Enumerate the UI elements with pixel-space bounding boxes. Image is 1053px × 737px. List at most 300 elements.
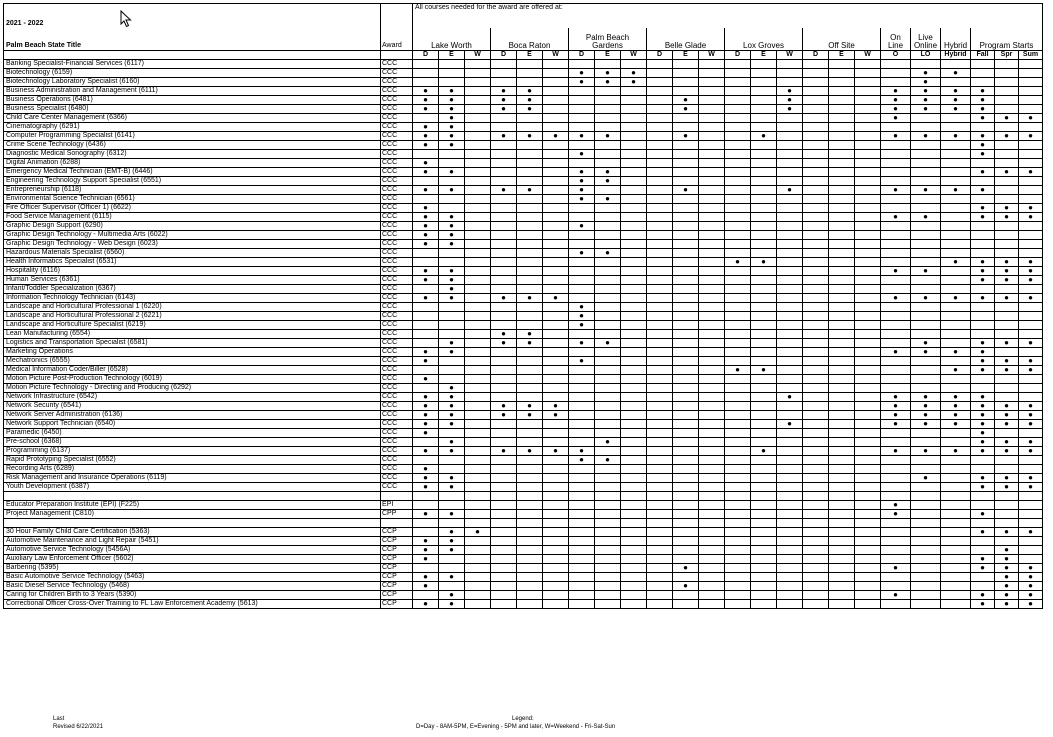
offering-dot-icon: ● [911, 447, 941, 456]
offering-cell [941, 141, 971, 150]
offering-cell [803, 375, 829, 384]
offering-cell [995, 141, 1019, 150]
offering-cell [569, 87, 595, 96]
offering-cell [725, 483, 751, 492]
program-title: Marketing Operations [4, 348, 381, 357]
offering-cell [995, 429, 1019, 438]
offering-cell [673, 429, 699, 438]
offering-cell [829, 339, 855, 348]
offering-cell [725, 456, 751, 465]
offering-cell [911, 465, 941, 474]
offering-cell [1019, 303, 1043, 312]
offering-cell [803, 465, 829, 474]
offering-cell [543, 168, 569, 177]
offering-cell [971, 78, 995, 87]
offering-cell [673, 492, 699, 501]
offering-cell [881, 123, 911, 132]
offering-cell [647, 249, 673, 258]
offering-cell [855, 564, 881, 573]
offering-cell [569, 60, 595, 69]
program-title: Emergency Medical Technician (EMT-B) (6446) [4, 168, 381, 177]
offering-cell [543, 357, 569, 366]
offering-cell [829, 132, 855, 141]
offering-cell [777, 591, 803, 600]
offering-cell [621, 240, 647, 249]
offering-cell [751, 321, 777, 330]
offering-cell [491, 150, 517, 159]
program-row [4, 555, 1043, 564]
offering-cell [621, 141, 647, 150]
offering-dot-icon: ● [413, 402, 439, 411]
offering-cell [595, 420, 621, 429]
subheader-cell: Hybrid [941, 51, 971, 60]
offering-dot-icon: ● [995, 132, 1019, 141]
offering-cell [803, 231, 829, 240]
program-row [4, 114, 1043, 123]
offering-cell [777, 348, 803, 357]
offering-cell [465, 438, 491, 447]
program-row [4, 195, 1043, 204]
offering-cell [725, 222, 751, 231]
offering-cell [829, 492, 855, 501]
offering-cell [777, 168, 803, 177]
offering-cell [699, 204, 725, 213]
offering-dot-icon: ● [569, 186, 595, 195]
offering-cell [699, 114, 725, 123]
offering-cell [881, 438, 911, 447]
offering-cell [517, 240, 543, 249]
offering-dot-icon: ● [413, 159, 439, 168]
offering-cell [413, 528, 439, 537]
offering-cell [751, 105, 777, 114]
offering-cell [413, 492, 439, 501]
offering-cell [699, 177, 725, 186]
location-header-live-online: Live Online [911, 28, 941, 51]
offering-cell [595, 294, 621, 303]
program-title: Educator Preparation Institute (EPI) (F225) [4, 501, 381, 510]
offering-cell [941, 429, 971, 438]
offering-cell [517, 384, 543, 393]
offering-cell [829, 366, 855, 375]
offering-cell [491, 537, 517, 546]
program-row [4, 267, 1043, 276]
footer-last-label: Last [53, 716, 65, 722]
offering-cell [517, 159, 543, 168]
subheader-cell: D [803, 51, 829, 60]
program-title: Barbering (5395) [4, 564, 381, 573]
offering-cell [777, 231, 803, 240]
offering-cell [855, 258, 881, 267]
offering-cell [777, 573, 803, 582]
offering-dot-icon: ● [439, 438, 465, 447]
offering-cell [911, 573, 941, 582]
offering-cell [751, 357, 777, 366]
offering-cell [941, 123, 971, 132]
offering-cell [1019, 465, 1043, 474]
offering-cell [413, 114, 439, 123]
offering-cell [995, 123, 1019, 132]
offering-cell [543, 492, 569, 501]
offering-cell [803, 546, 829, 555]
offering-cell [439, 330, 465, 339]
offering-dot-icon: ● [439, 213, 465, 222]
offering-cell [777, 204, 803, 213]
offering-cell [725, 150, 751, 159]
offering-dot-icon: ● [881, 501, 911, 510]
offering-cell [803, 285, 829, 294]
offering-cell [517, 177, 543, 186]
offering-cell [543, 258, 569, 267]
offering-cell [777, 510, 803, 519]
offering-cell [621, 123, 647, 132]
offering-cell [595, 330, 621, 339]
offering-cell [829, 285, 855, 294]
offering-cell [941, 555, 971, 564]
offering-dot-icon: ● [1019, 438, 1043, 447]
offering-cell [699, 501, 725, 510]
offering-dot-icon: ● [995, 546, 1019, 555]
offering-cell [995, 348, 1019, 357]
offering-cell [803, 564, 829, 573]
offering-cell [569, 123, 595, 132]
offering-cell [647, 348, 673, 357]
offering-dot-icon: ● [569, 447, 595, 456]
offering-dot-icon: ● [971, 429, 995, 438]
offering-cell [543, 420, 569, 429]
offering-cell [971, 492, 995, 501]
offering-cell [569, 240, 595, 249]
offering-cell [751, 249, 777, 258]
offering-cell [803, 384, 829, 393]
offering-dot-icon: ● [439, 591, 465, 600]
offering-cell [595, 564, 621, 573]
offering-cell [1019, 150, 1043, 159]
subheader-cell: D [569, 51, 595, 60]
offering-cell [699, 357, 725, 366]
offering-cell [751, 384, 777, 393]
offering-cell [699, 105, 725, 114]
program-row [4, 69, 1043, 78]
program-row [4, 537, 1043, 546]
offering-cell [673, 177, 699, 186]
offering-cell [1019, 429, 1043, 438]
offering-cell [699, 429, 725, 438]
offering-cell [725, 492, 751, 501]
offering-cell [543, 591, 569, 600]
offering-cell [699, 447, 725, 456]
offering-cell [803, 240, 829, 249]
offering-cell [1019, 348, 1043, 357]
offering-cell [941, 213, 971, 222]
offering-dot-icon: ● [911, 87, 941, 96]
offering-cell [971, 330, 995, 339]
offering-cell [1019, 60, 1043, 69]
offering-cell [803, 456, 829, 465]
offering-cell [647, 537, 673, 546]
offering-cell [829, 456, 855, 465]
offering-cell [465, 564, 491, 573]
offering-cell [725, 564, 751, 573]
offering-cell [803, 474, 829, 483]
offering-cell [941, 222, 971, 231]
offering-cell [569, 276, 595, 285]
offering-dot-icon: ● [971, 339, 995, 348]
offering-cell [543, 474, 569, 483]
offering-cell [673, 366, 699, 375]
offering-cell [777, 159, 803, 168]
offering-cell [491, 60, 517, 69]
offering-cell [465, 123, 491, 132]
offering-dot-icon: ● [881, 114, 911, 123]
offering-cell [647, 96, 673, 105]
program-row [4, 303, 1043, 312]
offering-dot-icon: ● [673, 582, 699, 591]
offering-cell [595, 159, 621, 168]
offering-cell [621, 456, 647, 465]
offering-cell [971, 519, 995, 528]
offering-cell [725, 573, 751, 582]
offering-cell [855, 501, 881, 510]
award-type: CCC [381, 420, 413, 429]
offering-cell [647, 366, 673, 375]
offering-cell [699, 483, 725, 492]
program-row [4, 159, 1043, 168]
offering-cell [413, 339, 439, 348]
offering-cell [751, 501, 777, 510]
program-row [4, 501, 1043, 510]
offering-cell [465, 411, 491, 420]
offering-dot-icon: ● [1019, 204, 1043, 213]
offering-dot-icon: ● [1019, 294, 1043, 303]
offering-cell [725, 294, 751, 303]
program-title: Cinematography (6291) [4, 123, 381, 132]
offering-dot-icon: ● [971, 591, 995, 600]
offering-dot-icon: ● [413, 483, 439, 492]
footer [0, 716, 1053, 736]
offering-cell [803, 591, 829, 600]
offering-cell [517, 222, 543, 231]
offering-cell [1019, 123, 1043, 132]
offering-cell [725, 510, 751, 519]
offering-cell [725, 537, 751, 546]
offering-cell [517, 501, 543, 510]
offering-cell [647, 150, 673, 159]
offering-cell [941, 501, 971, 510]
offering-cell [803, 96, 829, 105]
offering-cell [543, 465, 569, 474]
offering-cell [595, 96, 621, 105]
offering-cell [673, 267, 699, 276]
offering-cell [647, 240, 673, 249]
offering-cell [829, 267, 855, 276]
offering-dot-icon: ● [971, 87, 995, 96]
offering-cell [941, 600, 971, 609]
offering-cell [995, 393, 1019, 402]
offering-cell [803, 492, 829, 501]
program-title: Caring for Children Birth to 3 Years (5390) [4, 591, 381, 600]
offering-dot-icon: ● [621, 69, 647, 78]
offering-cell [1019, 231, 1043, 240]
offering-cell [855, 528, 881, 537]
offering-cell [995, 510, 1019, 519]
offering-cell [517, 438, 543, 447]
offering-cell [517, 285, 543, 294]
offering-cell [855, 240, 881, 249]
offering-dot-icon: ● [621, 78, 647, 87]
program-row [4, 258, 1043, 267]
offering-cell [465, 510, 491, 519]
offering-cell [491, 267, 517, 276]
offering-cell [621, 312, 647, 321]
offering-cell [855, 366, 881, 375]
offering-cell [751, 195, 777, 204]
subheader-cell: E [595, 51, 621, 60]
offering-cell [829, 420, 855, 429]
offering-dot-icon: ● [911, 96, 941, 105]
program-title: Graphic Design Support (6290) [4, 222, 381, 231]
offering-cell [855, 222, 881, 231]
offering-dot-icon: ● [439, 447, 465, 456]
offering-cell [855, 510, 881, 519]
offering-cell [911, 438, 941, 447]
offering-cell [517, 348, 543, 357]
offering-cell [673, 294, 699, 303]
offering-cell [855, 60, 881, 69]
offering-cell [777, 519, 803, 528]
offering-cell [569, 348, 595, 357]
offering-cell [543, 555, 569, 564]
offering-cell [751, 564, 777, 573]
offering-dot-icon: ● [413, 87, 439, 96]
offering-cell [647, 330, 673, 339]
offering-dot-icon: ● [995, 600, 1019, 609]
offering-cell [803, 114, 829, 123]
offering-cell [673, 249, 699, 258]
offering-cell [673, 276, 699, 285]
offering-dot-icon: ● [413, 447, 439, 456]
offering-cell [543, 321, 569, 330]
offering-dot-icon: ● [971, 186, 995, 195]
program-row [4, 528, 1043, 537]
offering-cell [465, 294, 491, 303]
offering-cell [829, 249, 855, 258]
offering-cell [621, 465, 647, 474]
program-row [4, 321, 1043, 330]
offering-cell [673, 240, 699, 249]
offering-cell [971, 60, 995, 69]
offering-cell [621, 564, 647, 573]
offering-dot-icon: ● [569, 195, 595, 204]
offering-cell [621, 492, 647, 501]
offering-cell [621, 582, 647, 591]
offering-cell [803, 222, 829, 231]
offering-cell [777, 267, 803, 276]
offering-cell [699, 249, 725, 258]
offering-cell [439, 357, 465, 366]
offering-cell [941, 582, 971, 591]
offering-dot-icon: ● [413, 411, 439, 420]
offering-cell [517, 141, 543, 150]
offering-cell [439, 78, 465, 87]
offering-dot-icon: ● [751, 447, 777, 456]
offering-cell [777, 78, 803, 87]
offering-cell [595, 384, 621, 393]
offering-cell [543, 204, 569, 213]
award-type: CCC [381, 132, 413, 141]
offering-cell [491, 510, 517, 519]
offering-dot-icon: ● [941, 186, 971, 195]
offering-dot-icon: ● [595, 339, 621, 348]
offering-cell [803, 510, 829, 519]
offering-cell [725, 267, 751, 276]
offering-cell [699, 132, 725, 141]
offering-cell [725, 519, 751, 528]
offering-dot-icon: ● [777, 105, 803, 114]
offering-cell [803, 429, 829, 438]
offering-cell [941, 528, 971, 537]
program-row [4, 564, 1043, 573]
offering-cell [491, 573, 517, 582]
offering-cell [911, 483, 941, 492]
offering-cell [1019, 555, 1043, 564]
offering-cell [941, 573, 971, 582]
offering-cell [777, 303, 803, 312]
offering-cell [855, 384, 881, 393]
offering-cell [803, 78, 829, 87]
offering-cell [855, 294, 881, 303]
offering-cell [569, 285, 595, 294]
program-title: Banking Specialist-Financial Services (6117) [4, 60, 381, 69]
offering-dot-icon: ● [569, 168, 595, 177]
offering-cell [855, 285, 881, 294]
offering-cell [699, 141, 725, 150]
offering-cell [699, 195, 725, 204]
offering-cell [647, 168, 673, 177]
offering-dot-icon: ● [971, 105, 995, 114]
offering-cell [595, 375, 621, 384]
offering-cell [803, 330, 829, 339]
offering-cell [595, 321, 621, 330]
offering-cell [673, 510, 699, 519]
offering-dot-icon: ● [1019, 483, 1043, 492]
offering-cell [803, 132, 829, 141]
offering-cell [1019, 96, 1043, 105]
offering-cell [941, 330, 971, 339]
offering-cell [517, 78, 543, 87]
offering-cell [911, 537, 941, 546]
offering-cell [881, 537, 911, 546]
offering-cell [517, 303, 543, 312]
location-header-lake-worth: Lake Worth [413, 28, 491, 51]
offering-dot-icon: ● [881, 96, 911, 105]
offering-cell [725, 204, 751, 213]
subheader-cell: W [855, 51, 881, 60]
offering-dot-icon: ● [413, 276, 439, 285]
offering-dot-icon: ● [517, 186, 543, 195]
offering-cell [699, 438, 725, 447]
offering-dot-icon: ● [1019, 168, 1043, 177]
offering-cell [751, 231, 777, 240]
offering-cell [911, 285, 941, 294]
offering-cell [881, 357, 911, 366]
offering-dot-icon: ● [595, 249, 621, 258]
offering-cell [621, 168, 647, 177]
offering-dot-icon: ● [517, 330, 543, 339]
program-title: Business Administration and Management (6111) [4, 87, 381, 96]
offering-dot-icon: ● [569, 357, 595, 366]
award-type: CCC [381, 177, 413, 186]
offering-cell [465, 276, 491, 285]
